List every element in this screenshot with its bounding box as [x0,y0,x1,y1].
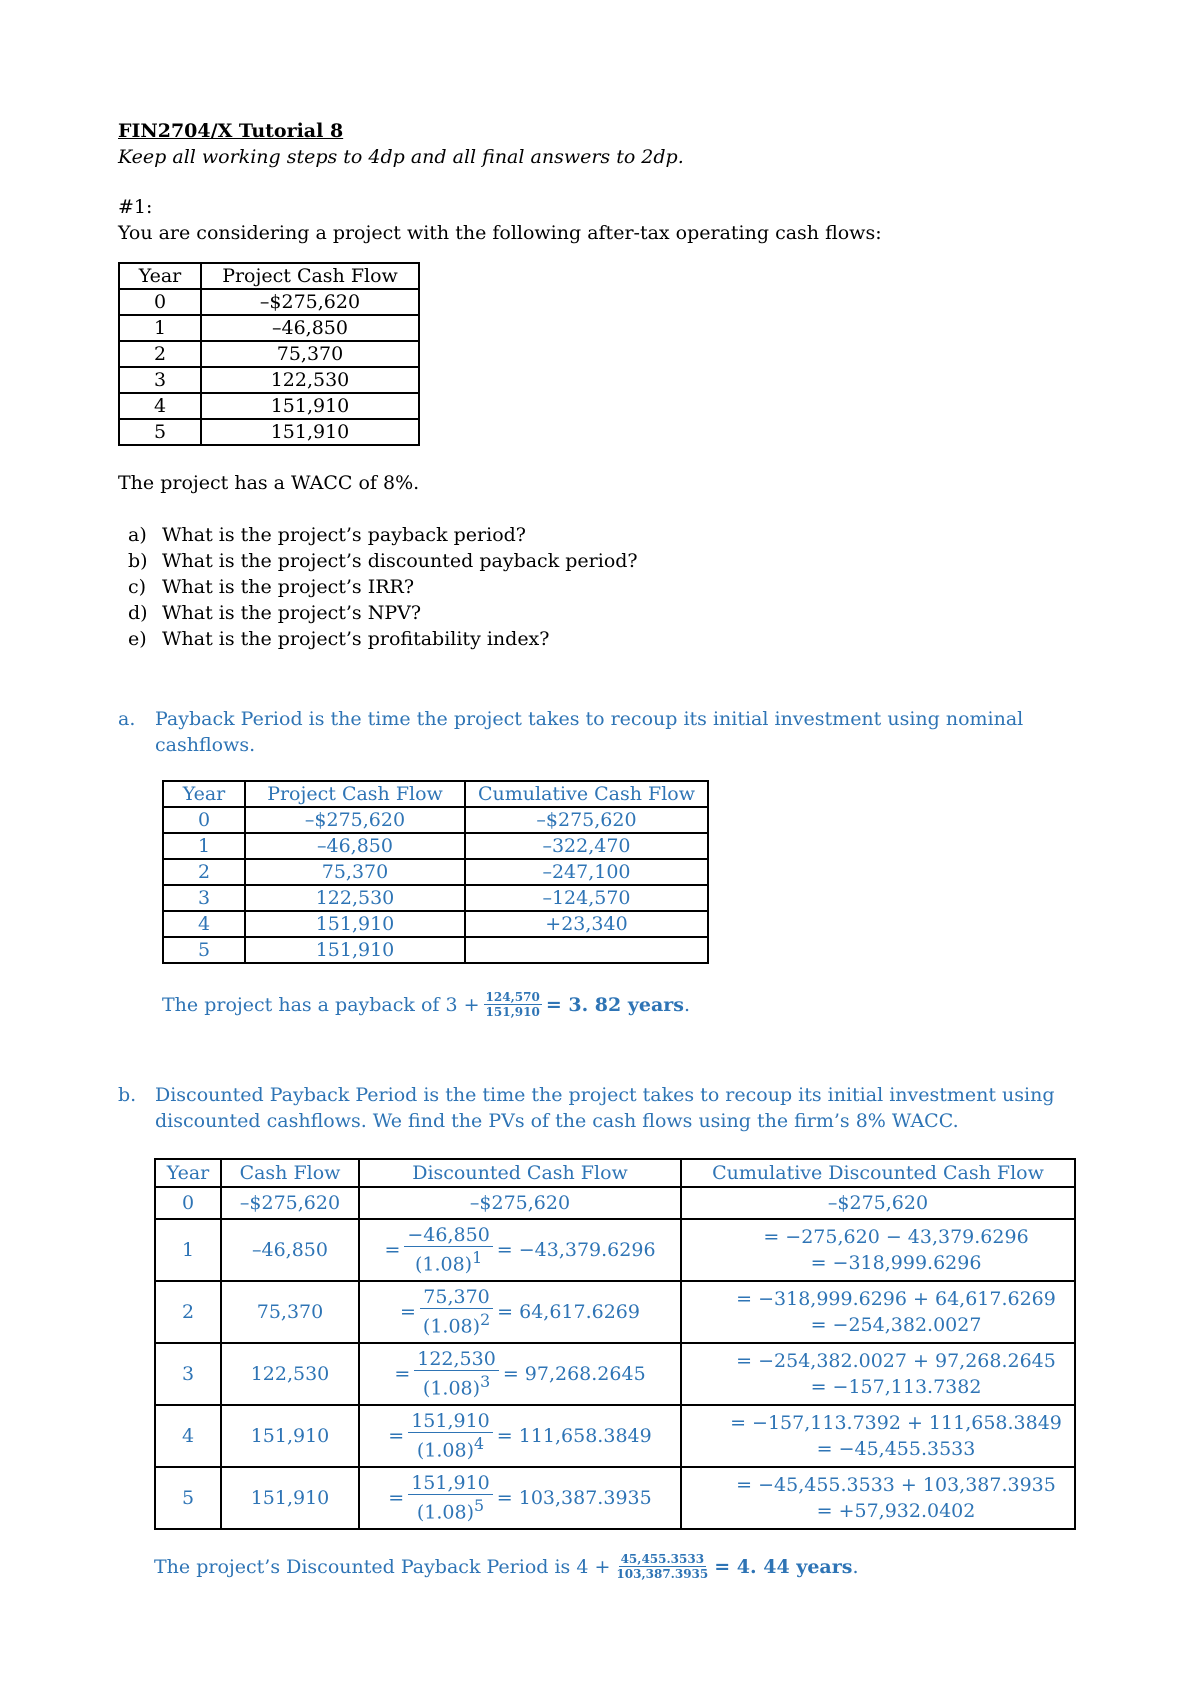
table-header-row [155,1159,1075,1187]
fraction-denominator: (1.08) [416,1501,475,1524]
table-row [155,1219,1075,1281]
question-intro: You are considering a project with the following after-tax operating cash flows: [118,222,882,244]
cell-cash-flow: –46,850 [221,1219,359,1281]
table-row [155,1281,1075,1343]
header-cash-flow: Project Cash Flow [201,263,419,289]
cell-cash-flow: 151,910 [245,911,465,937]
cell-year: 1 [155,1219,221,1281]
question-number: #1: [118,196,153,218]
header-cumulative-discounted: Cumulative Discounted Cash Flow [681,1159,1075,1187]
answer-a-text-line1: Payback Period is the time the project takes to recoup its initial investment using nominal [155,708,1024,730]
cell-year: 0 [163,807,245,833]
discounted-payback-result [154,1552,858,1581]
cell-discounted [359,1467,681,1529]
cell-year: 3 [119,367,201,393]
cell-cash-flow: 151,910 [245,937,465,963]
fraction-exponent: 2 [480,1310,491,1330]
equals-sign: = [384,1238,401,1261]
table-header-row [119,263,419,289]
cell-year: 2 [119,341,201,367]
payback-fraction [484,990,542,1019]
cell-cash-flow: 151,910 [201,419,419,445]
answer-b-marker: b. [118,1084,137,1106]
table-row [163,859,708,885]
cumulative-result: = −254,382.0027 [810,1314,982,1336]
table-row [163,807,708,833]
header-year: Year [163,781,245,807]
cell-cash-flow: 122,530 [245,885,465,911]
question-marker: c) [128,576,147,598]
fraction-numerator: −46,850 [404,1224,492,1247]
cell-year: 3 [155,1343,221,1405]
discounted-value: = −43,379.6296 [496,1238,656,1261]
discounted-result-value: = 4. 44 years [714,1555,853,1578]
cumulative-result: = −318,999.6296 [810,1252,982,1274]
header-year: Year [155,1159,221,1187]
cell-cash-flow: 122,530 [221,1343,359,1405]
header-year: Year [119,263,201,289]
table-row [119,367,419,393]
cell-discounted [359,1281,681,1343]
cumulative-result: = −45,455.3533 [816,1438,976,1460]
question-marker: a) [128,524,147,546]
discounted-fraction [614,1552,710,1581]
table-row [119,393,419,419]
cell-cash-flow: 151,910 [221,1405,359,1467]
table-row [119,341,419,367]
equals-sign: = [394,1362,411,1385]
cell-cumulative [465,937,708,963]
discounted-value: = 103,387.3935 [496,1486,652,1509]
equals-sign: = [388,1424,405,1447]
cumulative-calc: = −318,999.6296 + 64,617.6269 [736,1288,1056,1310]
fraction-numerator: 151,910 [408,1410,493,1433]
fraction-numerator: 151,910 [408,1472,493,1495]
header-cash-flow: Project Cash Flow [245,781,465,807]
cell-year: 5 [119,419,201,445]
fraction-exponent: 3 [480,1372,491,1392]
cell-cumulative-discounted [681,1467,1075,1529]
cell-year: 5 [155,1467,221,1529]
fraction-exponent: 1 [472,1248,483,1268]
cell-cash-flow: 75,370 [221,1281,359,1343]
page-title: FIN2704/X Tutorial 8 [118,120,344,142]
cumulative-calc: = −275,620 − 43,379.6296 [763,1226,1029,1248]
question-marker: d) [128,602,148,624]
question-text: What is the project’s profitability index? [162,628,550,650]
discounted-fraction-numerator: 45,455.3533 [620,1552,705,1566]
cell-cash-flow: 75,370 [201,341,419,367]
header-cumulative: Cumulative Cash Flow [465,781,708,807]
cell-cumulative: –247,100 [465,859,708,885]
discounted-fraction-denominator: 103,387.3935 [616,1567,709,1581]
cell-year: 1 [163,833,245,859]
fraction-denominator: (1.08) [422,1377,481,1400]
table-row [163,937,708,963]
fraction-exponent: 4 [474,1434,485,1454]
wacc-statement: The project has a WACC of 8%. [118,472,420,494]
cell-year: 1 [119,315,201,341]
cell-cumulative-discounted [681,1405,1075,1467]
fraction-denominator: (1.08) [422,1315,481,1338]
fraction-numerator: 122,530 [414,1348,499,1371]
answer-b-text-line1: Discounted Payback Period is the time the project takes to recoup its initial investment using [155,1084,1055,1106]
payback-result [162,990,690,1019]
cell-year: 0 [119,289,201,315]
table-row [119,315,419,341]
cell-cumulative-discounted [681,1219,1075,1281]
fraction-denominator: (1.08) [414,1253,473,1276]
cell-year: 4 [163,911,245,937]
equals-sign: = [388,1486,405,1509]
answer-b-text-line2: discounted cashflows. We find the PVs of the cash flows using the firm’s 8% WACC. [155,1110,959,1132]
table-row [119,419,419,445]
cumulative-calc: = −157,113.7392 + 111,658.3849 [730,1412,1062,1434]
discounted-value: = 64,617.6269 [497,1300,640,1323]
payback-fraction-denominator: 151,910 [485,1005,540,1019]
cell-cumulative-discounted: –$275,620 [681,1187,1075,1219]
equals-sign: = [400,1300,416,1323]
discounted-result-suffix: . [852,1555,859,1578]
table-row [163,885,708,911]
cell-year: 3 [163,885,245,911]
answer-a-text-line2: cashflows. [155,734,256,756]
cell-cumulative: –124,570 [465,885,708,911]
discounted-result-prefix: The project’s Discounted Payback Period is 4 + [154,1555,611,1578]
question-text: What is the project’s NPV? [162,602,422,624]
cell-cash-flow: –$275,620 [201,289,419,315]
cumulative-result: = +57,932.0402 [816,1500,976,1522]
discounted-value: = 97,268.2645 [502,1362,646,1385]
cell-discounted [359,1405,681,1467]
cell-cash-flow: 75,370 [245,859,465,885]
cell-cumulative: –$275,620 [465,807,708,833]
fraction-exponent: 5 [474,1496,485,1516]
cell-cumulative: –322,470 [465,833,708,859]
discounted-value: = 111,658.3849 [496,1424,652,1447]
cell-cumulative: +23,340 [465,911,708,937]
payback-table [162,780,709,964]
cell-cash-flow: –$275,620 [221,1187,359,1219]
cell-cash-flow: –$275,620 [245,807,465,833]
cell-cash-flow: –46,850 [201,315,419,341]
cell-year: 4 [155,1405,221,1467]
header-discounted: Discounted Cash Flow [359,1159,681,1187]
payback-result-suffix: . [684,993,691,1016]
cell-cumulative-discounted [681,1281,1075,1343]
fraction-denominator: (1.08) [416,1439,475,1462]
cell-discounted [359,1343,681,1405]
cell-cash-flow: 151,910 [221,1467,359,1529]
page-subtitle: Keep all working steps to 4dp and all final answers to 2dp. [118,146,684,168]
cell-cumulative-discounted [681,1343,1075,1405]
cell-cash-flow: 122,530 [201,367,419,393]
payback-result-value: = 3. 82 years [545,993,684,1016]
cell-year: 2 [163,859,245,885]
question-text: What is the project’s payback period? [162,524,526,546]
table-row [163,833,708,859]
cell-cash-flow: 151,910 [201,393,419,419]
table-row [119,289,419,315]
payback-fraction-numerator: 124,570 [485,990,540,1004]
table-row [155,1187,1075,1219]
cash-flow-table [118,262,420,446]
cumulative-calc: = −254,382.0027 + 97,268.2645 [736,1350,1056,1372]
cell-year: 2 [155,1281,221,1343]
cumulative-calc: = −45,455.3533 + 103,387.3935 [736,1474,1056,1496]
question-text: What is the project’s IRR? [162,576,415,598]
answer-a-marker: a. [118,708,136,730]
cell-year: 0 [155,1187,221,1219]
cell-cash-flow: –46,850 [245,833,465,859]
fraction-numerator: 75,370 [420,1286,492,1309]
cell-discounted [359,1219,681,1281]
cell-year: 5 [163,937,245,963]
discounted-payback-table [154,1158,1076,1530]
question-text: What is the project’s discounted payback period? [162,550,638,572]
table-row [163,911,708,937]
table-row [155,1405,1075,1467]
table-row [155,1343,1075,1405]
table-header-row [163,781,708,807]
header-cash-flow: Cash Flow [221,1159,359,1187]
cumulative-result: = −157,113.7382 [810,1376,982,1398]
question-marker: b) [128,550,148,572]
question-marker: e) [128,628,147,650]
payback-result-prefix: The project has a payback of 3 + [162,993,480,1016]
table-row [155,1467,1075,1529]
cell-discounted: –$275,620 [359,1187,681,1219]
cell-year: 4 [119,393,201,419]
